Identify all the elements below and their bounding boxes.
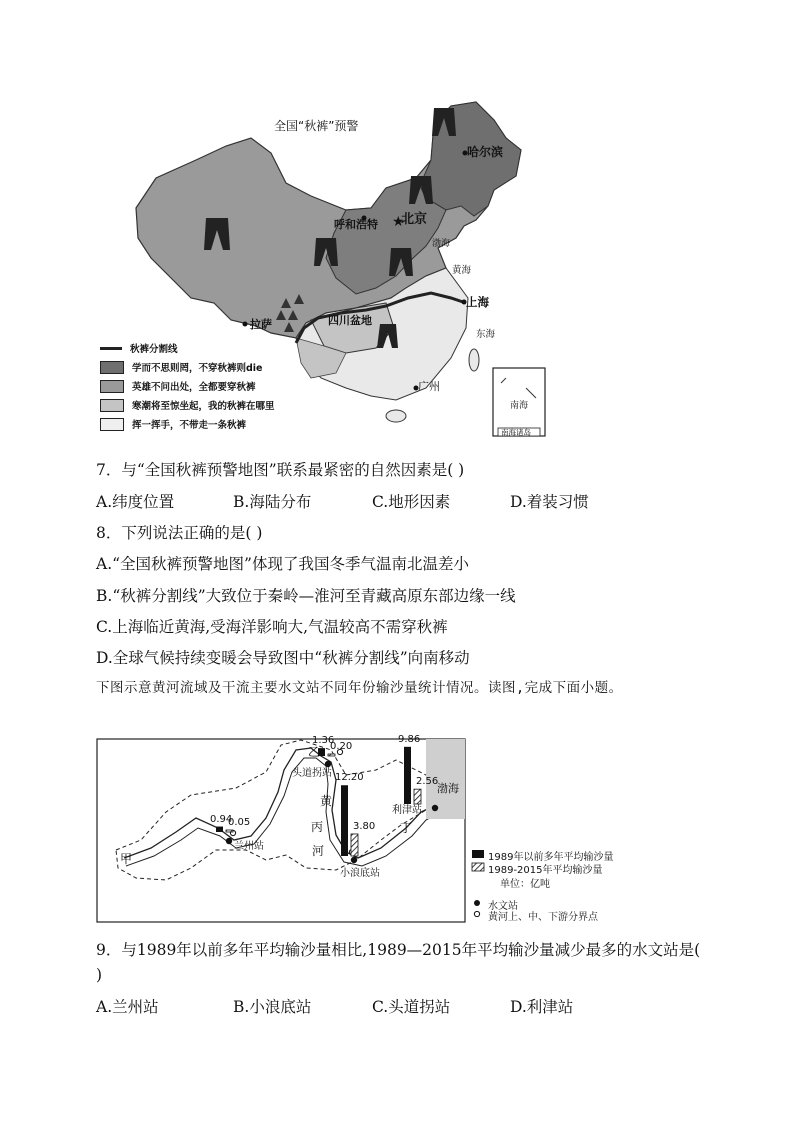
legend-unit: 单位：亿吨 xyxy=(500,879,550,890)
value-label-after-3: 2.56 xyxy=(416,776,439,788)
bar-before-3 xyxy=(404,747,411,804)
inset-nanhai: 南海 xyxy=(510,401,529,411)
map-taiwan xyxy=(469,349,479,371)
section-intro: 下图示意黄河流域及干流主要水文站不同年份输沙量统计情况。读图,完成下面小题。 xyxy=(96,680,623,696)
q8-option-a[interactable]: A.“全国秋裤预警地图”体现了我国冬季气温南北温差小 xyxy=(96,555,469,573)
bar-before-0 xyxy=(216,827,223,832)
value-label-before-3: 9.86 xyxy=(398,733,421,745)
city-shanghai: 上海 xyxy=(466,295,489,309)
map-title: 全国“秋裤”预警 xyxy=(274,119,359,133)
place-huang: 黄 xyxy=(320,794,333,808)
place-ding: 丁 xyxy=(400,821,413,835)
legend-level3: 寒潮将至惊坐起，我的秋裤在哪里 xyxy=(100,398,275,412)
legend-level1: 学而不思则罔，不穿秋裤则die xyxy=(100,360,263,374)
q8-option-b[interactable]: B.“秋裤分割线”大致位于秦岭—淮河至青藏高原东部边缘一线 xyxy=(96,587,516,605)
q8-option-c[interactable]: C.上海临近黄海,受海洋影响大,气温较高不需穿秋裤 xyxy=(96,618,448,636)
legend-boundary: 黄河上、中、下游分界点 xyxy=(488,912,598,923)
place-he: 河 xyxy=(312,844,325,858)
q7-option-b[interactable]: B.海陆分布 xyxy=(233,493,312,511)
question-9-stem: 9．与1989年以前多年平均输沙量相比,1989—2015年平均输沙量减少最多的水文站是( xyxy=(96,941,701,959)
bar-after-2 xyxy=(351,834,358,856)
yellow-river-figure xyxy=(96,700,676,925)
q9-option-d[interactable]: D.利津站 xyxy=(510,998,574,1016)
autumn-pants-map xyxy=(96,98,556,438)
legend-station: 水文站 xyxy=(488,901,518,912)
value-label-after-1: 0.20 xyxy=(330,741,353,752)
question-9-stem-end: ) xyxy=(96,966,103,984)
city-guangzhou: 广州 xyxy=(418,380,440,393)
value-label-before-0: 0.94 xyxy=(210,813,233,825)
sea-huanghai: 黄海 xyxy=(452,265,472,276)
bar-before-2 xyxy=(341,785,348,856)
sea-bohai: 渤海 xyxy=(432,239,451,249)
value-label-after-0: 0.05 xyxy=(228,817,251,828)
legend-line: 秋裤分割线 xyxy=(100,341,178,355)
legend-level4: 挥一挥手，不带走一条秋裤 xyxy=(100,417,246,431)
basin-sichuan: 四川盆地 xyxy=(328,314,372,327)
value-label-before-2: 12.20 xyxy=(335,772,364,784)
place-jia: 甲 xyxy=(120,852,133,866)
inset-label: 南海诸岛 xyxy=(501,428,531,437)
q8-option-d[interactable]: D.全球气候持续变暖会导致图中“秋裤分割线”向南移动 xyxy=(96,649,470,667)
city-harbin: 哈尔滨 xyxy=(467,145,504,159)
city-beijing: 北京 xyxy=(401,212,428,227)
legend-before: 1989年以前多年平均输沙量 xyxy=(488,852,614,863)
q9-option-a[interactable]: A.兰州站 xyxy=(96,998,159,1016)
yellow-river-graphic xyxy=(96,700,676,925)
question-8-stem: 8．下列说法正确的是( ) xyxy=(96,524,263,542)
station-toudaoguai: 头道拐站 xyxy=(292,768,332,779)
station-xiaolangdi: 小浪底站 xyxy=(340,868,380,879)
q9-option-b[interactable]: B.小浪底站 xyxy=(233,998,312,1016)
station-lanzhou: 兰州站 xyxy=(234,841,264,852)
place-bing: 丙 xyxy=(311,820,324,834)
q7-option-c[interactable]: C.地形因素 xyxy=(372,493,451,511)
bar-after-1 xyxy=(328,754,335,756)
svg-text:★: ★ xyxy=(392,214,405,230)
value-label-after-2: 3.80 xyxy=(353,820,376,832)
q9-option-c[interactable]: C.头道拐站 xyxy=(372,998,451,1016)
legend-after: 1989-2015年平均输沙量 xyxy=(488,865,603,876)
sea-donghai: 东海 xyxy=(476,329,496,340)
city-lhasa: 拉萨 xyxy=(250,318,272,331)
place-yi: 乙 xyxy=(308,745,321,759)
bar-after-0 xyxy=(226,830,233,832)
value-label-before-1: 1.36 xyxy=(312,735,335,747)
map-hainan xyxy=(386,410,406,422)
legend-level2: 英雄不问出处，全都要穿秋裤 xyxy=(100,379,256,393)
question-7-stem: 7．与“全国秋裤预警地图”联系最紧密的自然因素是( ) xyxy=(96,461,465,479)
q7-option-d[interactable]: D.着装习惯 xyxy=(510,493,589,511)
station-lijin: 利津站 xyxy=(392,805,422,816)
q7-option-a[interactable]: A.纬度位置 xyxy=(96,493,175,511)
place-bohai: 渤海 xyxy=(437,782,459,795)
city-hohhot: 呼和浩特 xyxy=(334,218,378,231)
